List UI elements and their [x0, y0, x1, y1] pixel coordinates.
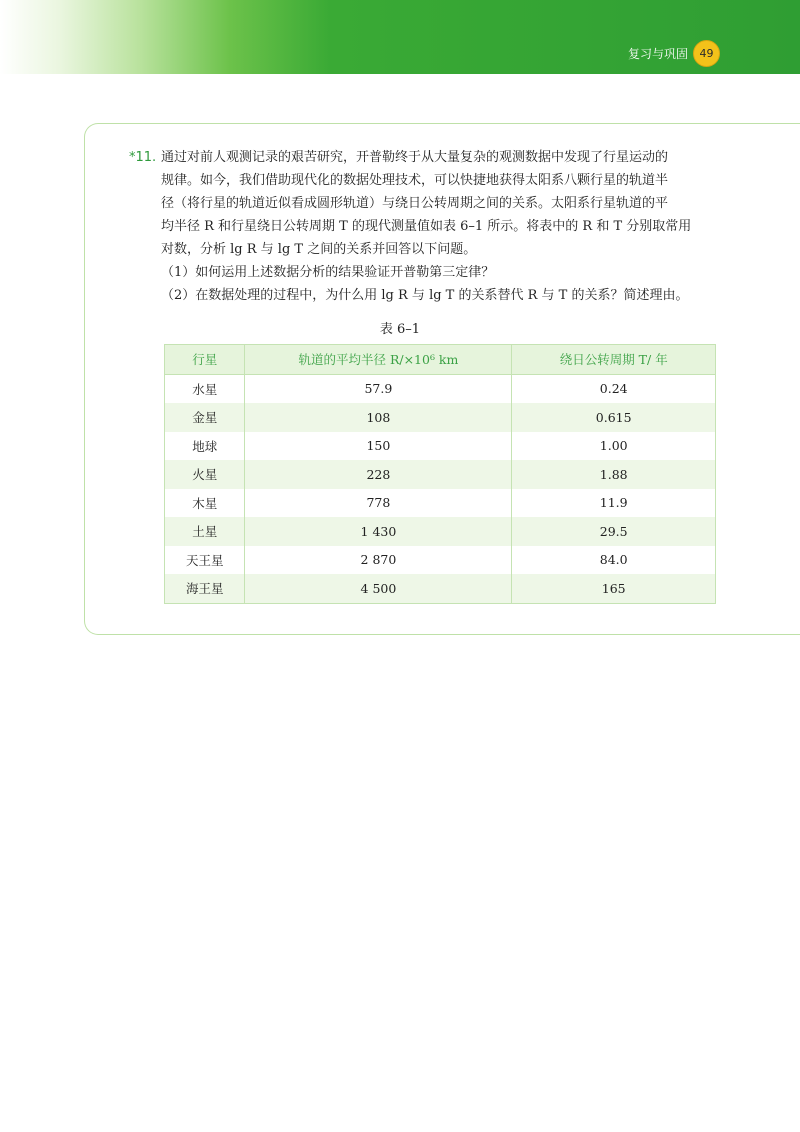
table-row [165, 574, 716, 603]
cell-period: 11.9 [512, 489, 716, 518]
problem-number: *11. [129, 150, 157, 165]
problem-body [161, 146, 719, 307]
cell-planet: 土星 [165, 517, 245, 546]
cell-radius: 4 500 [245, 574, 512, 603]
cell-period: 1.88 [512, 460, 716, 489]
table-row [165, 374, 716, 403]
sub-question-2: （2）在数据处理的过程中，为什么用 lg R 与 lg T 的关系替代 R 与 T 的关系？简述理由。 [161, 288, 689, 303]
cell-radius: 108 [245, 403, 512, 432]
table-row [165, 403, 716, 432]
cell-radius: 2 870 [245, 546, 512, 575]
problem-line: 均半径 R 和行星绕日公转周期 T 的现代测量值如表 6–1 所示。将表中的 R 和 T 分别取常用 [161, 219, 692, 234]
cell-period: 0.24 [512, 374, 716, 403]
page-number-badge: 49 [693, 40, 720, 67]
table-row [165, 432, 716, 461]
problem-line: 对数，分析 lg R 与 lg T 之间的关系并回答以下问题。 [161, 242, 477, 257]
cell-radius: 1 430 [245, 517, 512, 546]
cell-period: 29.5 [512, 517, 716, 546]
cell-planet: 金星 [165, 403, 245, 432]
section-title: 复习与巩固 [627, 47, 688, 61]
problem-line: 径（将行星的轨道近似看成圆形轨道）与绕日公转周期之间的关系。太阳系行星轨道的平 [161, 196, 669, 211]
cell-radius: 228 [245, 460, 512, 489]
problem-line: 规律。如今，我们借助现代化的数据处理技术，可以快捷地获得太阳系八颗行星的轨道半 [161, 173, 669, 188]
cell-planet: 水星 [165, 374, 245, 403]
cell-radius: 57.9 [245, 374, 512, 403]
cell-radius: 778 [245, 489, 512, 518]
cell-planet: 火星 [165, 460, 245, 489]
problem-11 [129, 146, 719, 307]
planet-data-table [164, 344, 716, 604]
header-band [0, 0, 800, 74]
cell-period: 84.0 [512, 546, 716, 575]
table-caption: 表 6–1 [379, 322, 421, 337]
header-radius: 轨道的平均半径 R/×10⁶ km [245, 345, 512, 375]
sub-question-1: （1）如何运用上述数据分析的结果验证开普勒第三定律？ [161, 265, 495, 280]
header-period: 绕日公转周期 T/ 年 [512, 345, 716, 375]
table-row [165, 546, 716, 575]
problem-line: 通过对前人观测记录的艰苦研究，开普勒终于从大量复杂的观测数据中发现了行星运动的 [161, 150, 669, 165]
table-row [165, 489, 716, 518]
cell-planet: 海王星 [165, 574, 245, 603]
cell-planet: 地球 [165, 432, 245, 461]
cell-period: 1.00 [512, 432, 716, 461]
cell-period: 0.615 [512, 403, 716, 432]
header-planet: 行星 [165, 345, 245, 375]
table-row [165, 517, 716, 546]
table-header-row [165, 345, 716, 375]
cell-planet: 天王星 [165, 546, 245, 575]
table-row [165, 460, 716, 489]
cell-radius: 150 [245, 432, 512, 461]
cell-planet: 木星 [165, 489, 245, 518]
cell-period: 165 [512, 574, 716, 603]
